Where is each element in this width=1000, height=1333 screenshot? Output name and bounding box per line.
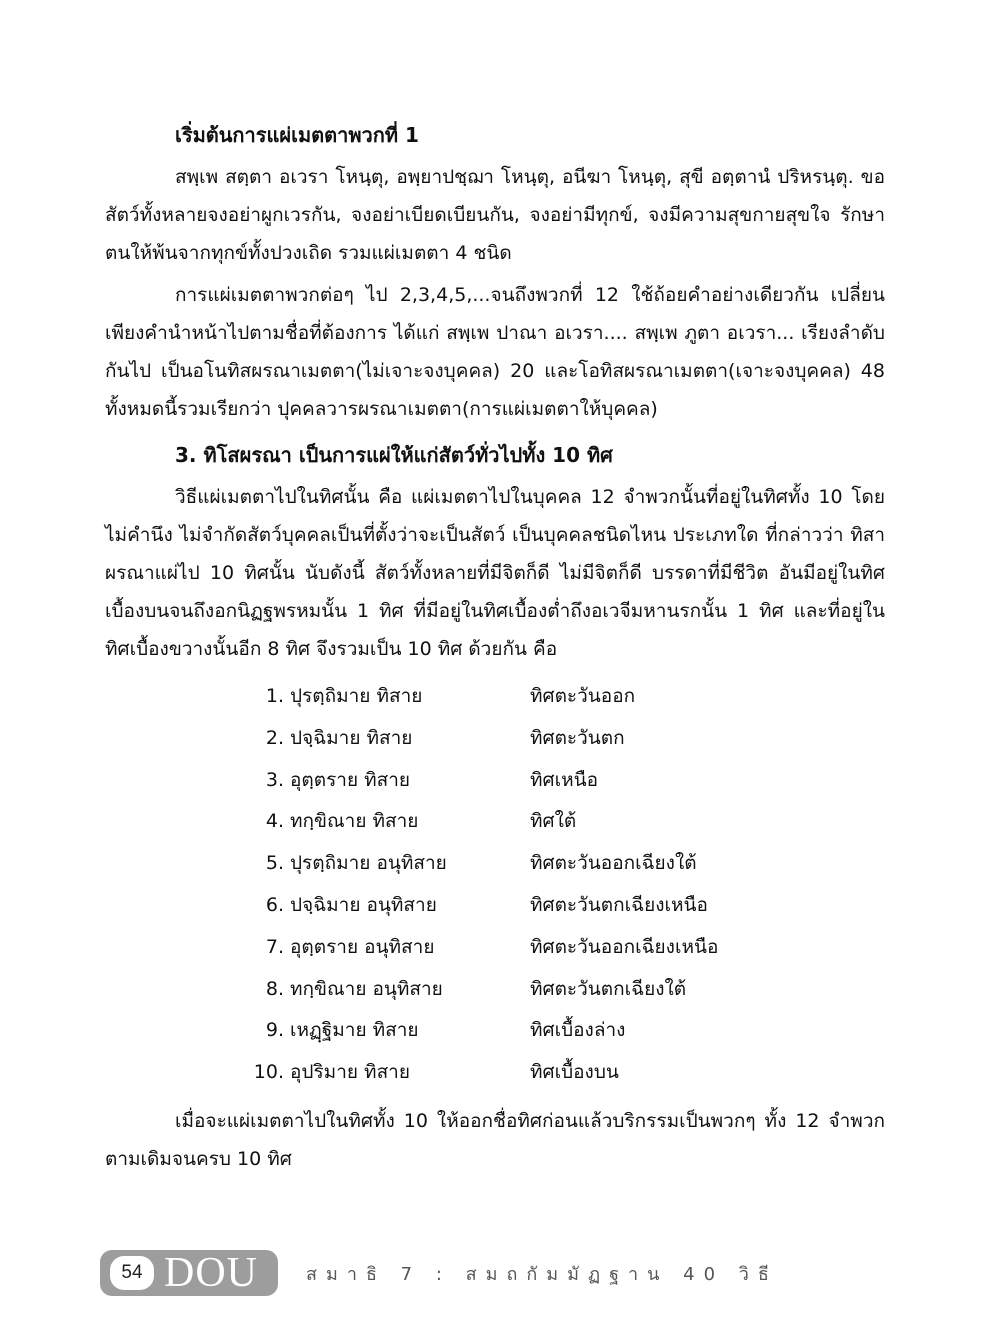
section-1-paragraph-2: การแผ่เมตตาพวกต่อๆ ไป 2,3,4,5,...จนถึงพวกที่ 12 ใช้ถ้อยคำอย่างเดียวกัน เปลี่ยนเพียงคำนำหน้าไปตามชื่อที่ต้องการ ได้แก่ สพฺเพ ปาณา อเวรา.... สพฺเพ ภูตา อเวรา... เรียงลำดับกันไป เป็นอโนทิสผรณาเมตตา(ไม่เจาะจงบุคคล) 20 และโอทิสผรณาเมตตา(เจาะจงบุคคล) 48 ทั้งหมดนี้รวมเรียกว่า ปุคคลวารผรณาเมตตา(การแผ่เมตตาให้บุคคล) xyxy=(105,284,885,420)
direction-thai: ทิศใต้ xyxy=(530,810,577,833)
directions-list xyxy=(105,676,885,1094)
page-footer xyxy=(100,1250,900,1296)
direction-thai: ทิศตะวันตกเฉียงเหนือ xyxy=(530,893,708,916)
direction-pali: ปจฺฉิมาย อนุทิสาย xyxy=(290,893,437,916)
direction-pali: ทกฺขิณาย อนุทิสาย xyxy=(290,977,443,1000)
book-title: สมาธิ 7 : สมถกัมมัฏฐาน 40 วิธี xyxy=(306,1263,778,1285)
direction-pali: อุตฺตราย อนุทิสาย xyxy=(290,935,435,958)
direction-thai: ทิศเบื้องล่าง xyxy=(530,1019,626,1042)
direction-pali: เหฏฺฐิมาย ทิสาย xyxy=(290,1019,419,1042)
direction-item xyxy=(105,1052,885,1094)
direction-pali: ปจฺฉิมาย ทิสาย xyxy=(290,726,413,749)
direction-number: 2. xyxy=(265,726,284,749)
direction-thai: ทิศตะวันตกเฉียงใต้ xyxy=(530,977,687,1000)
direction-item xyxy=(105,927,885,969)
direction-item xyxy=(105,885,885,927)
direction-pali: ทกฺขิณาย ทิสาย xyxy=(290,810,419,833)
direction-item xyxy=(105,843,885,885)
direction-item xyxy=(105,676,885,718)
section-1-heading: เริ่มต้นการแผ่เมตตาพวกที่ 1 xyxy=(175,123,419,147)
direction-item xyxy=(105,760,885,802)
direction-pali: ปุรตฺถิมาย ทิสาย xyxy=(290,685,423,707)
direction-number: 8. xyxy=(265,977,284,1000)
direction-thai: ทิศตะวันออกเฉียงเหนือ xyxy=(530,935,719,958)
direction-number: 10. xyxy=(253,1061,284,1084)
direction-thai: ทิศเหนือ xyxy=(530,768,599,791)
direction-number: 5. xyxy=(265,852,284,875)
direction-thai: ทิศเบื้องบน xyxy=(530,1061,619,1084)
direction-pali: อุตฺตราย ทิสาย xyxy=(290,768,411,791)
direction-item xyxy=(105,969,885,1011)
section-3-heading: 3. ทิโสผรณา เป็นการแผ่ให้แก่สัตว์ทั่วไปทั้ง 10 ทิศ xyxy=(175,443,613,467)
direction-thai: ทิศตะวันตก xyxy=(530,726,625,749)
direction-number: 7. xyxy=(265,935,284,958)
direction-item xyxy=(105,801,885,843)
direction-number: 9. xyxy=(265,1019,284,1042)
page-content xyxy=(105,118,885,1182)
footer-badge xyxy=(100,1250,278,1296)
section-3-closing: เมื่อจะแผ่เมตตาไปในทิศทั้ง 10 ให้ออกชื่อทิศก่อนแล้วบริกรรมเป็นพวกๆ ทั้ง 12 จำพวก ตามเดิมจนครบ 10 ทิศ xyxy=(105,1109,885,1170)
section-3-intro: วิธีแผ่เมตตาไปในทิศนั้น คือ แผ่เมตตาไปในบุคคล 12 จำพวกนั้นที่อยู่ในทิศทั้ง 10 โดยไม่คำนึง ไม่จำกัดสัตว์บุคคลเป็นที่ตั้งว่าจะเป็นสัตว์ เป็นบุคคลชนิดไหน ประเภทใด ที่กล่าวว่า ทิสาผรณาแผ่ไป 10 ทิศนั้น นับดังนี้ สัตว์ทั้งหลายที่มีจิตก็ดี ไม่มีจิตก็ดี บรรดาที่มีชีวิต อันมีอยู่ในทิศเบื้องบนจนถึงอกนิฏฐพรหมนั้น 1 ทิศ ที่มีอยู่ในทิศเบื้องต่ำถึงอเวจีมหานรกนั้น 1 ทิศ และที่อยู่ในทิศเบื้องขวางนั้นอีก 8 ทิศ จึงรวมเป็น 10 ทิศ ด้วยกัน คือ xyxy=(105,486,885,660)
direction-pali: อุปริมาย ทิสาย xyxy=(290,1061,410,1084)
direction-number: 6. xyxy=(265,893,284,916)
direction-number: 4. xyxy=(265,810,284,833)
direction-number: 3. xyxy=(265,768,284,791)
direction-pali: ปุรตฺถิมาย อนุทิสาย xyxy=(290,852,447,875)
section-1-paragraph-1: สพฺเพ สตฺตา อเวรา โหนฺตุ, อพฺยาปชฺฌา โหนฺตุ, อนีฆา โหนฺตุ, สุขี อตฺตานํ ปริหรนฺตุ. ขอสัตว์ทั้งหลายจงอย่าผูกเวรกัน, จงอย่าเบียดเบียนกัน, จงอย่ามีทุกข์, จงมีความสุขกายสุขใจ รักษาตนให้พ้นจากทุกข์ทั้งปวงเถิด รวมแผ่เมตตา 4 ชนิด xyxy=(105,166,885,264)
dou-logo: DOU xyxy=(164,1250,258,1296)
direction-number: 1. xyxy=(265,685,284,707)
direction-thai: ทิศตะวันออก xyxy=(530,685,636,707)
direction-thai: ทิศตะวันออกเฉียงใต้ xyxy=(530,852,697,875)
direction-item xyxy=(105,1010,885,1052)
direction-item xyxy=(105,718,885,760)
page-number: 54 xyxy=(110,1256,154,1290)
